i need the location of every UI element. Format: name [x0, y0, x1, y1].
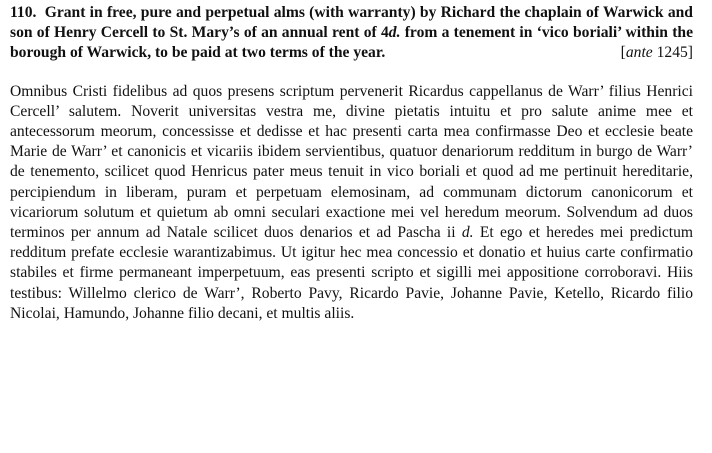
date-open-bracket: [: [620, 44, 626, 62]
charter-latin-text: [10, 82, 693, 324]
charter-date: [621, 44, 693, 61]
charter-entry: [10, 3, 693, 324]
date-year: 1245]: [652, 44, 693, 62]
date-italic-ante: ante: [625, 44, 653, 62]
heading-text-part2: from a tenement in ‘vico boriali’ within the borough of Warwick, to be paid at two terms of the year.: [10, 24, 693, 62]
heading-text-part1: Grant in free, pure and perpetual alms (with warranty) by Richard the chaplain of Warwick and son of Henry Cercell to St. Mary’s of an annual rent of 4: [10, 4, 693, 42]
latin-text-part1: Omnibus Cristi fidelibus ad quos presens scriptum pervenerit Ricardus cappellanus de Warr’ filius Henrici Cercell’ salutem. Noverit universitas vestra me, divine pietatis intuitu et pro salute anime mee et antecessorum meorum, concessisse et dedisse et hac presenti carta mea confirmasse Deo et ecclesie beate Marie de Warr’ et canonicis et vicariis ibidem servientibus, quatuor denariorum redditum in burgo de Warr’ de tenemento, scilicet quod Henricus pater meus tenuit in vico boriali et quod ad me pertinuit hereditarie, percipiendum in liberam, puram et perpetuam elemosinam, ad communam dictorum canonicorum et vicariorum solutum et quietum ab omni seculari exactione mei vel heredum meorum. Solvendum ad duos terminos per annum ad Natale scilicet duos denarios et ad Pascha ii: [10, 82, 693, 242]
heading-italic-d: d.: [388, 24, 401, 42]
charter-date-line: [10, 43, 693, 63]
charter-number: 110.: [10, 4, 37, 21]
latin-italic-d: d.: [461, 224, 474, 242]
latin-text-part2: Et ego et heredes mei predictum redditum prefate ecclesie warantizabimus. Ut igitur hec mea concessio et donatio et huius carte confirmatio stabiles et firme permaneant imperpetuum, eas presenti scripto et sigilli mei appositione corroboravi. Hiis testibus: Willelmo clerico de Warr’, Roberto Pavy, Ricardo Pavie, Johanne Pavie, Ketello, Ricardo filio Nicolai, Hamundo, Johanne filio decani, et multis aliis.: [10, 224, 693, 322]
